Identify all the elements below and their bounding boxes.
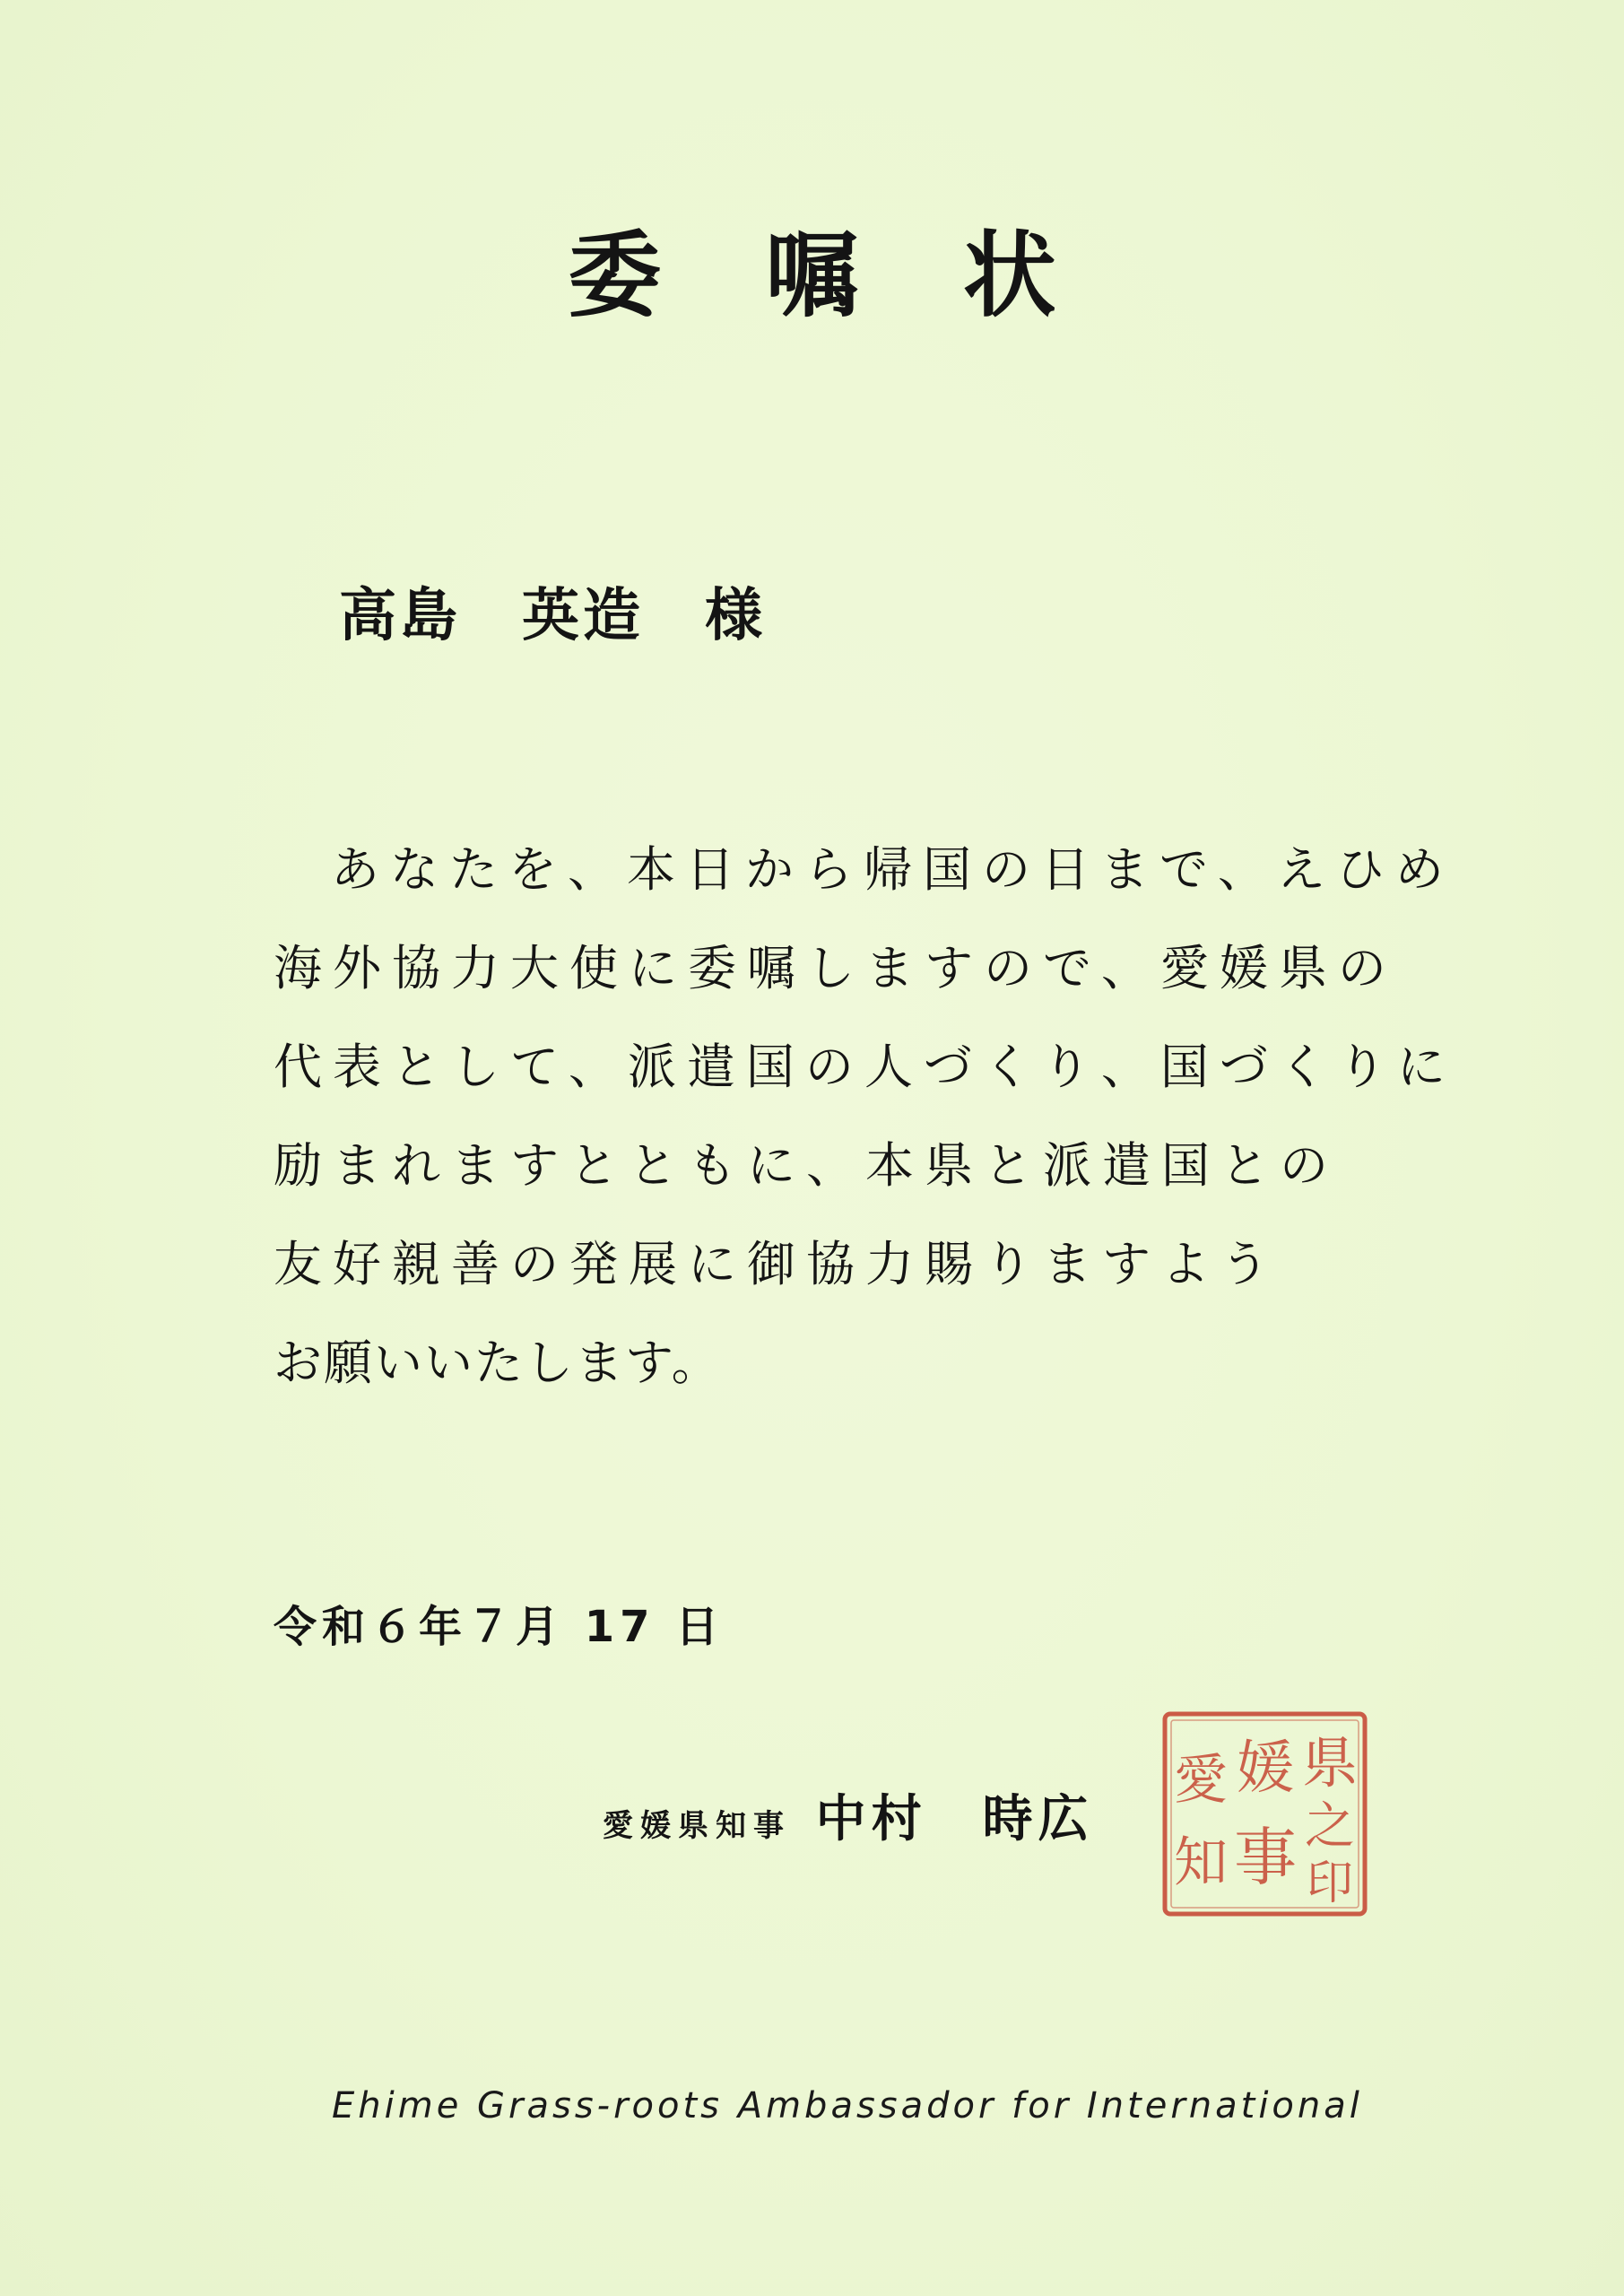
signer-title: 愛媛県知事	[603, 1808, 791, 1844]
body-line: 海外協力大使に委嘱しますので、愛媛県の	[274, 940, 1397, 996]
seal-char: 県	[1301, 1730, 1359, 1796]
seal-char: 印	[1306, 1857, 1354, 1910]
body-line: 代表として、派遣国の人づくり、国づくりに	[274, 1039, 1456, 1095]
signer-name: 中村 時広	[815, 1789, 1094, 1848]
seal-char: 媛	[1237, 1735, 1294, 1802]
seal-char: 之	[1305, 1797, 1355, 1856]
official-seal-stamp	[1159, 1709, 1370, 1919]
recipient-name: 高島 英造 様	[339, 582, 766, 649]
signature-block	[603, 1789, 1094, 1848]
body-line: 友好親善の発展に御協力賜りますよう	[274, 1236, 1280, 1292]
issue-date: 令和６年７月 17 日	[274, 1602, 725, 1652]
footer-caption: Ehime Grass-roots Ambassador for International	[332, 2085, 1363, 2126]
body-line: あなたを、本日から帰国の日まで、えひめ	[331, 841, 1455, 898]
body-line: お願いいたします。	[274, 1335, 722, 1391]
seal-char: 事	[1234, 1821, 1297, 1894]
certificate-title: 委 嘱 状	[568, 220, 1092, 330]
seal-char: 知	[1174, 1831, 1228, 1894]
certificate-body	[274, 821, 1456, 1413]
body-line: 励まれますとともに、本県と派遣国との	[274, 1137, 1339, 1194]
seal-char: 愛	[1174, 1749, 1228, 1812]
